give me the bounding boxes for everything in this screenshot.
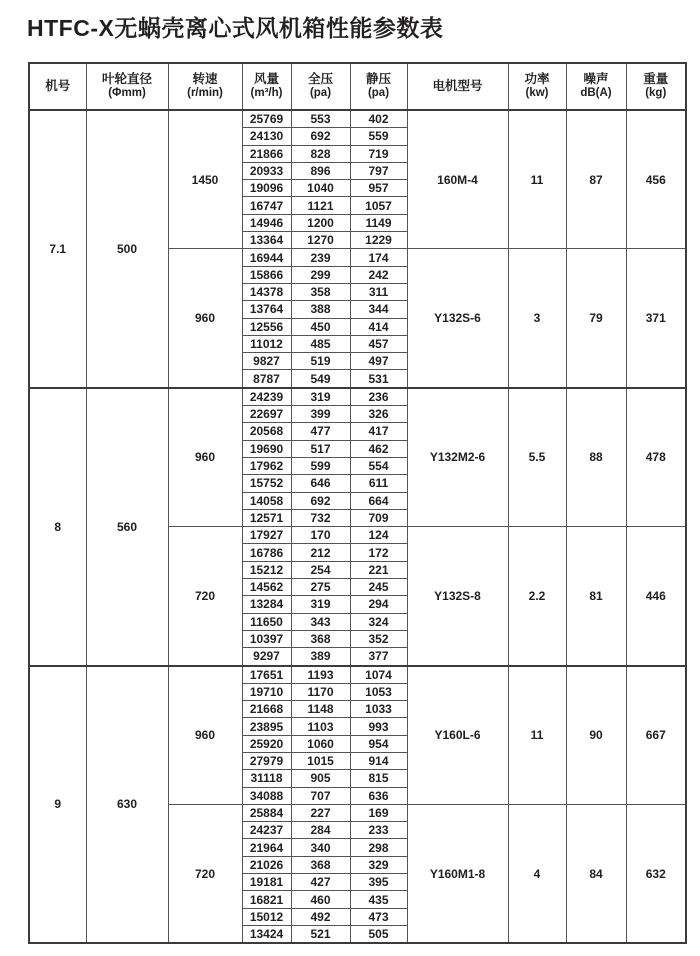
table-row <box>29 388 686 406</box>
airflow-cell: 21026 <box>242 856 291 873</box>
airflow-cell: 27979 <box>242 752 291 769</box>
total-pressure-cell: 212 <box>291 544 350 561</box>
static-pressure-cell: 664 <box>350 492 407 509</box>
airflow-cell: 15752 <box>242 475 291 492</box>
col-header-total-pressure-label: 全压 <box>307 72 333 87</box>
static-pressure-cell: 914 <box>350 752 407 769</box>
total-pressure-cell: 239 <box>291 249 350 266</box>
static-pressure-cell: 1053 <box>350 683 407 700</box>
airflow-cell: 34088 <box>242 787 291 804</box>
total-pressure-cell: 492 <box>291 908 350 925</box>
airflow-cell: 14378 <box>242 283 291 300</box>
airflow-cell: 15866 <box>242 266 291 283</box>
weight-cell: 478 <box>626 388 686 527</box>
col-header-noise <box>566 63 626 110</box>
airflow-cell: 19181 <box>242 874 291 891</box>
total-pressure-cell: 707 <box>291 787 350 804</box>
col-header-impeller-diameter-unit: (Φmm) <box>108 87 146 100</box>
total-pressure-cell: 1015 <box>291 752 350 769</box>
airflow-cell: 15012 <box>242 908 291 925</box>
static-pressure-cell: 1149 <box>350 214 407 231</box>
static-pressure-cell: 505 <box>350 925 407 943</box>
airflow-cell: 21866 <box>242 145 291 162</box>
motor-model-cell: Y132S-6 <box>407 249 508 388</box>
total-pressure-cell: 227 <box>291 804 350 821</box>
total-pressure-cell: 519 <box>291 353 350 370</box>
col-header-power-unit: (kw) <box>525 87 549 100</box>
noise-cell: 81 <box>566 527 626 666</box>
static-pressure-cell: 462 <box>350 440 407 457</box>
col-header-total-pressure-unit: (pa) <box>309 87 332 100</box>
total-pressure-cell: 389 <box>291 648 350 666</box>
total-pressure-cell: 275 <box>291 579 350 596</box>
col-header-machine-no <box>29 63 86 110</box>
col-header-power-label: 功率 <box>524 72 550 87</box>
weight-cell: 667 <box>626 666 686 805</box>
static-pressure-cell: 1057 <box>350 197 407 214</box>
airflow-cell: 25884 <box>242 804 291 821</box>
total-pressure-cell: 599 <box>291 457 350 474</box>
motor-model-cell: Y160M1-8 <box>407 804 508 943</box>
airflow-cell: 13764 <box>242 301 291 318</box>
static-pressure-cell: 1074 <box>350 666 407 684</box>
airflow-cell: 16944 <box>242 249 291 266</box>
static-pressure-cell: 993 <box>350 718 407 735</box>
col-header-impeller-diameter <box>86 63 168 110</box>
airflow-cell: 17962 <box>242 457 291 474</box>
total-pressure-cell: 319 <box>291 596 350 613</box>
weight-cell: 632 <box>626 804 686 943</box>
airflow-cell: 15212 <box>242 561 291 578</box>
airflow-cell: 20933 <box>242 162 291 179</box>
total-pressure-cell: 319 <box>291 388 350 406</box>
airflow-cell: 12571 <box>242 509 291 526</box>
static-pressure-cell: 1229 <box>350 232 407 249</box>
total-pressure-cell: 477 <box>291 423 350 440</box>
col-header-airflow-unit: (m³/h) <box>250 87 283 100</box>
static-pressure-cell: 242 <box>350 266 407 283</box>
airflow-cell: 9827 <box>242 353 291 370</box>
col-header-weight-unit: (kg) <box>645 87 667 100</box>
speed-cell: 720 <box>168 527 242 666</box>
total-pressure-cell: 646 <box>291 475 350 492</box>
airflow-cell: 14058 <box>242 492 291 509</box>
total-pressure-cell: 368 <box>291 856 350 873</box>
total-pressure-cell: 905 <box>291 770 350 787</box>
total-pressure-cell: 896 <box>291 162 350 179</box>
power-cell: 11 <box>508 666 566 805</box>
static-pressure-cell: 236 <box>350 388 407 406</box>
airflow-cell: 16821 <box>242 891 291 908</box>
col-header-total-pressure <box>291 63 350 110</box>
static-pressure-cell: 221 <box>350 561 407 578</box>
motor-model-cell: Y132S-8 <box>407 527 508 666</box>
static-pressure-cell: 417 <box>350 423 407 440</box>
noise-cell: 87 <box>566 110 626 249</box>
weight-cell: 371 <box>626 249 686 388</box>
airflow-cell: 23895 <box>242 718 291 735</box>
total-pressure-cell: 1170 <box>291 683 350 700</box>
machine-no-cell: 9 <box>29 666 86 944</box>
total-pressure-cell: 340 <box>291 839 350 856</box>
fan-performance-table <box>28 62 687 944</box>
total-pressure-cell: 299 <box>291 266 350 283</box>
airflow-cell: 20568 <box>242 423 291 440</box>
airflow-cell: 8787 <box>242 370 291 388</box>
speed-cell: 960 <box>168 249 242 388</box>
impeller-diameter-cell: 630 <box>86 666 168 944</box>
col-header-speed-label: 转速 <box>192 72 218 87</box>
speed-cell: 1450 <box>168 110 242 249</box>
airflow-cell: 17927 <box>242 527 291 544</box>
static-pressure-cell: 636 <box>350 787 407 804</box>
static-pressure-cell: 395 <box>350 874 407 891</box>
noise-cell: 90 <box>566 666 626 805</box>
table-body <box>29 110 686 943</box>
col-header-airflow-label: 风量 <box>253 72 279 87</box>
header-row <box>29 63 686 110</box>
static-pressure-cell: 497 <box>350 353 407 370</box>
col-header-speed <box>168 63 242 110</box>
airflow-cell: 21668 <box>242 701 291 718</box>
noise-cell: 79 <box>566 249 626 388</box>
airflow-cell: 9297 <box>242 648 291 666</box>
col-header-impeller-diameter-label: 叶轮直径 <box>101 72 152 87</box>
total-pressure-cell: 399 <box>291 406 350 423</box>
total-pressure-cell: 170 <box>291 527 350 544</box>
static-pressure-cell: 1033 <box>350 701 407 718</box>
page-title: HTFC-X无蜗壳离心式风机箱性能参数表 <box>27 15 444 41</box>
airflow-cell: 10397 <box>242 630 291 647</box>
impeller-diameter-cell: 560 <box>86 388 168 666</box>
total-pressure-cell: 828 <box>291 145 350 162</box>
static-pressure-cell: 709 <box>350 509 407 526</box>
col-header-motor-model <box>407 63 508 110</box>
static-pressure-cell: 402 <box>350 110 407 128</box>
total-pressure-cell: 1148 <box>291 701 350 718</box>
machine-no-cell: 8 <box>29 388 86 666</box>
airflow-cell: 14562 <box>242 579 291 596</box>
total-pressure-cell: 284 <box>291 822 350 839</box>
static-pressure-cell: 797 <box>350 162 407 179</box>
col-header-motor-model-label: 电机型号 <box>432 79 483 93</box>
static-pressure-cell: 344 <box>350 301 407 318</box>
motor-model-cell: Y160L-6 <box>407 666 508 805</box>
static-pressure-cell: 457 <box>350 335 407 352</box>
motor-model-cell: 160M-4 <box>407 110 508 249</box>
total-pressure-cell: 1060 <box>291 735 350 752</box>
total-pressure-cell: 521 <box>291 925 350 943</box>
total-pressure-cell: 460 <box>291 891 350 908</box>
static-pressure-cell: 352 <box>350 630 407 647</box>
airflow-cell: 17651 <box>242 666 291 684</box>
speed-cell: 960 <box>168 388 242 527</box>
motor-model-cell: Y132M2-6 <box>407 388 508 527</box>
static-pressure-cell: 233 <box>350 822 407 839</box>
col-header-machine-no-label: 机号 <box>45 79 71 93</box>
total-pressure-cell: 732 <box>291 509 350 526</box>
speed-cell: 960 <box>168 666 242 805</box>
power-cell: 11 <box>508 110 566 249</box>
table-row <box>29 666 686 684</box>
static-pressure-cell: 815 <box>350 770 407 787</box>
col-header-static-pressure-unit: (pa) <box>367 87 390 100</box>
power-cell: 5.5 <box>508 388 566 527</box>
static-pressure-cell: 311 <box>350 283 407 300</box>
static-pressure-cell: 435 <box>350 891 407 908</box>
airflow-cell: 31118 <box>242 770 291 787</box>
static-pressure-cell: 377 <box>350 648 407 666</box>
col-header-weight <box>626 63 686 110</box>
static-pressure-cell: 294 <box>350 596 407 613</box>
airflow-cell: 21964 <box>242 839 291 856</box>
total-pressure-cell: 1193 <box>291 666 350 684</box>
static-pressure-cell: 611 <box>350 475 407 492</box>
static-pressure-cell: 245 <box>350 579 407 596</box>
machine-no-cell: 7.1 <box>29 110 86 388</box>
total-pressure-cell: 692 <box>291 128 350 145</box>
airflow-cell: 24237 <box>242 822 291 839</box>
airflow-cell: 11650 <box>242 613 291 630</box>
static-pressure-cell: 954 <box>350 735 407 752</box>
col-header-noise-unit: dB(A) <box>580 87 612 100</box>
static-pressure-cell: 124 <box>350 527 407 544</box>
static-pressure-cell: 172 <box>350 544 407 561</box>
airflow-cell: 25769 <box>242 110 291 128</box>
static-pressure-cell: 326 <box>350 406 407 423</box>
total-pressure-cell: 358 <box>291 283 350 300</box>
impeller-diameter-cell: 500 <box>86 110 168 388</box>
col-header-airflow <box>242 63 291 110</box>
airflow-cell: 19690 <box>242 440 291 457</box>
total-pressure-cell: 549 <box>291 370 350 388</box>
static-pressure-cell: 324 <box>350 613 407 630</box>
static-pressure-cell: 329 <box>350 856 407 873</box>
airflow-cell: 24239 <box>242 388 291 406</box>
airflow-cell: 25920 <box>242 735 291 752</box>
static-pressure-cell: 174 <box>350 249 407 266</box>
airflow-cell: 14946 <box>242 214 291 231</box>
static-pressure-cell: 554 <box>350 457 407 474</box>
table-row <box>29 110 686 128</box>
power-cell: 4 <box>508 804 566 943</box>
total-pressure-cell: 450 <box>291 318 350 335</box>
total-pressure-cell: 517 <box>291 440 350 457</box>
total-pressure-cell: 1270 <box>291 232 350 249</box>
total-pressure-cell: 1040 <box>291 180 350 197</box>
table-header <box>29 63 686 110</box>
weight-cell: 456 <box>626 110 686 249</box>
col-header-noise-label: 噪声 <box>583 72 609 87</box>
static-pressure-cell: 298 <box>350 839 407 856</box>
total-pressure-cell: 388 <box>291 301 350 318</box>
static-pressure-cell: 957 <box>350 180 407 197</box>
col-header-weight-label: 重量 <box>643 72 669 87</box>
total-pressure-cell: 692 <box>291 492 350 509</box>
total-pressure-cell: 1121 <box>291 197 350 214</box>
total-pressure-cell: 553 <box>291 110 350 128</box>
total-pressure-cell: 427 <box>291 874 350 891</box>
static-pressure-cell: 414 <box>350 318 407 335</box>
weight-cell: 446 <box>626 527 686 666</box>
static-pressure-cell: 719 <box>350 145 407 162</box>
total-pressure-cell: 485 <box>291 335 350 352</box>
col-header-speed-unit: (r/min) <box>187 87 223 100</box>
static-pressure-cell: 531 <box>350 370 407 388</box>
airflow-cell: 16747 <box>242 197 291 214</box>
airflow-cell: 19710 <box>242 683 291 700</box>
speed-cell: 720 <box>168 804 242 943</box>
power-cell: 2.2 <box>508 527 566 666</box>
airflow-cell: 13284 <box>242 596 291 613</box>
total-pressure-cell: 343 <box>291 613 350 630</box>
total-pressure-cell: 254 <box>291 561 350 578</box>
airflow-cell: 19096 <box>242 180 291 197</box>
total-pressure-cell: 368 <box>291 630 350 647</box>
col-header-static-pressure-label: 静压 <box>365 72 391 87</box>
airflow-cell: 13364 <box>242 232 291 249</box>
static-pressure-cell: 169 <box>350 804 407 821</box>
airflow-cell: 16786 <box>242 544 291 561</box>
noise-cell: 88 <box>566 388 626 527</box>
static-pressure-cell: 559 <box>350 128 407 145</box>
airflow-cell: 12556 <box>242 318 291 335</box>
total-pressure-cell: 1200 <box>291 214 350 231</box>
static-pressure-cell: 473 <box>350 908 407 925</box>
noise-cell: 84 <box>566 804 626 943</box>
col-header-static-pressure <box>350 63 407 110</box>
power-cell: 3 <box>508 249 566 388</box>
airflow-cell: 11012 <box>242 335 291 352</box>
col-header-power <box>508 63 566 110</box>
airflow-cell: 13424 <box>242 925 291 943</box>
total-pressure-cell: 1103 <box>291 718 350 735</box>
airflow-cell: 22697 <box>242 406 291 423</box>
airflow-cell: 24130 <box>242 128 291 145</box>
